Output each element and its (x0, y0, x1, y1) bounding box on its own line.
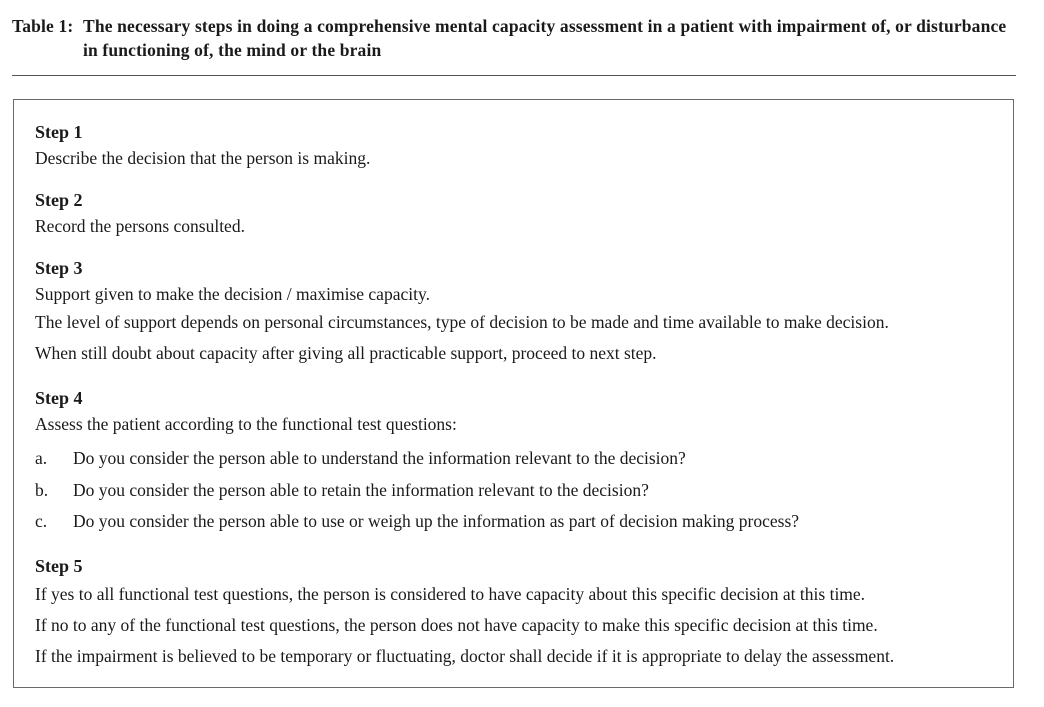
question-marker: b. (35, 479, 49, 500)
question-marker: c. (35, 511, 48, 531)
step-text: When still doubt about capacity after giving all practicable support, proceed to next step. (35, 343, 657, 363)
question-item (35, 475, 1005, 507)
step-4 (35, 385, 1005, 538)
step-text: If yes to all functional test questions, the person is considered to have capacity about this specific decision at this time. (35, 584, 866, 604)
caption-divider (12, 75, 1016, 76)
functional-test-questions (35, 443, 1005, 538)
question-text: Do you consider the person able to retain the information relevant to the decision? (73, 479, 649, 500)
step-text: Record the persons consulted. (35, 216, 245, 236)
question-item (35, 506, 1005, 538)
step-5 (35, 553, 1005, 672)
step-text: The level of support depends on personal circumstances, type of decision to be made and time available to make decision. (35, 312, 889, 332)
step-heading: Step 1 (35, 122, 83, 142)
table-caption-text: The necessary steps in doing a comprehensive mental capacity assessment in a patient with impairment of, or disturbance in functioning of, the mind or the brain (83, 16, 1007, 60)
question-text: Do you consider the person able to use or weigh up the information as part of decision making process? (73, 511, 800, 531)
step-text: Assess the patient according to the functional test questions: (35, 414, 457, 434)
table-caption (12, 14, 1022, 62)
step-heading: Step 3 (35, 258, 83, 278)
step-2 (35, 187, 1005, 239)
question-item (35, 443, 1005, 475)
table-caption-label: Table 1: (12, 16, 74, 36)
step-text: If no to any of the functional test questions, the person does not have capacity to make this specific decision at this time. (35, 615, 878, 635)
step-text: If the impairment is believed to be temporary or fluctuating, doctor shall decide if it is appropriate to delay the assessment. (35, 646, 895, 666)
question-text: Do you consider the person able to understand the information relevant to the decision? (73, 448, 686, 468)
question-marker: a. (35, 448, 48, 468)
step-heading: Step 4 (35, 388, 83, 408)
step-3 (35, 255, 1005, 369)
step-text: Describe the decision that the person is making. (35, 148, 371, 168)
step-heading: Step 2 (35, 190, 83, 210)
step-1 (35, 119, 1005, 171)
step-heading: Step 5 (35, 556, 83, 576)
step-text: Support given to make the decision / maximise capacity. (35, 284, 430, 304)
